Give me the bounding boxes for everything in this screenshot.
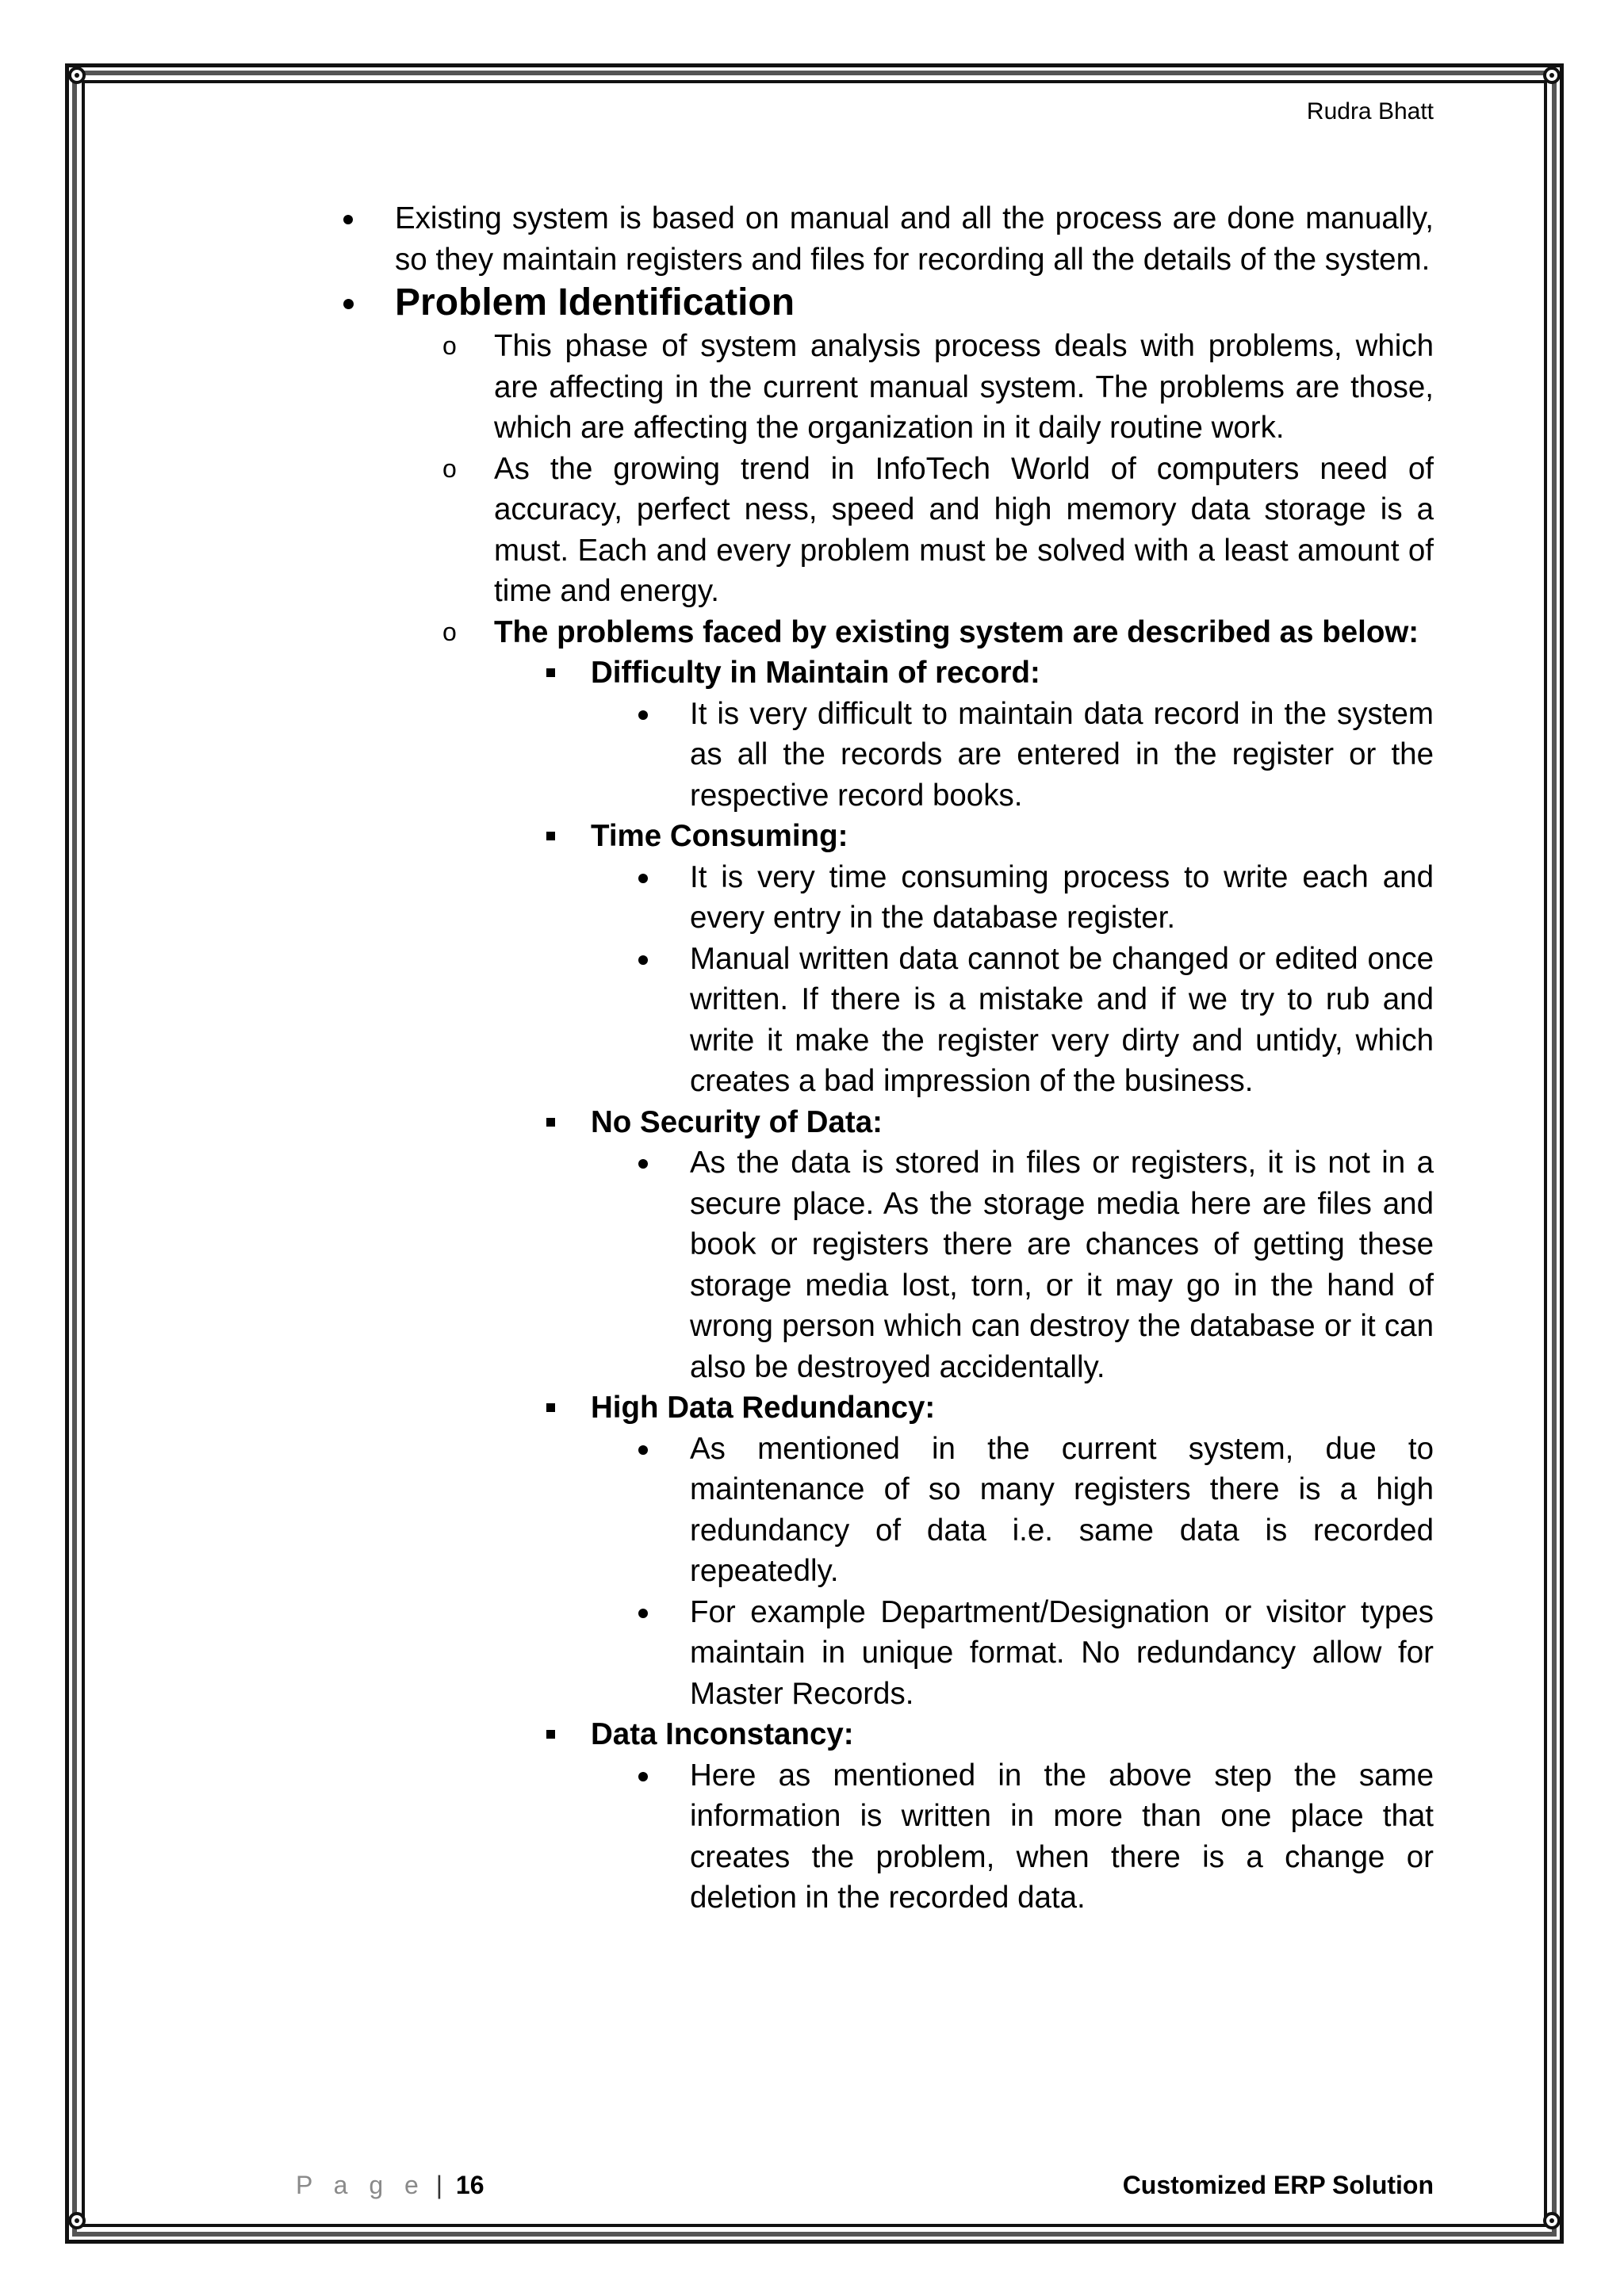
problem-detail: It is very difficult to maintain data record in the system as all the records are entered in the register or the respective record books. [190,694,1434,817]
intro-bullet [190,198,1434,280]
problem-title: Difficulty in Maintain of record: [190,652,1434,694]
problem-detail: As the data is stored in files or registers, it is not in a secure place. As the storage media here are files and book or registers there are chances of getting these storage media lost, torn, or it may go in the hand of wrong person which can destroy the database or it can also be destroyed accidentally. [190,1142,1434,1387]
bullet-icon [343,198,353,224]
bullet-icon [638,1592,648,1618]
problem-detail: For example Department/Designation or visitor types maintain in unique format. No redundancy allow for Master Records. [190,1592,1434,1715]
square-bullet-icon [546,816,555,840]
point-item [190,449,1434,612]
page-number: 16 [455,2171,485,2199]
square-bullet-icon [546,1102,555,1127]
bullet-icon [638,1142,648,1169]
bullet-icon [638,1755,648,1781]
corner-ornament-icon [68,2212,86,2229]
corner-ornament-icon [1543,67,1561,84]
problem-title: Time Consuming: [190,816,1434,857]
point-item [190,612,1434,653]
point-item [190,326,1434,449]
square-bullet-icon [546,1387,555,1412]
bullet-icon [343,280,354,309]
circle-bullet-icon: o [442,453,457,483]
header-author: Rudra Bhatt [1306,98,1434,124]
problem-detail: Manual written data cannot be changed or edited once written. If there is a mistake and if we try to rub and write it make the register very dirty and untidy, which creates a bad impression of the business. [190,939,1434,1102]
point-text: The problems faced by existing system are described as below: [494,614,1419,649]
problem-detail: Here as mentioned in the above step the same information is written in more than one place that creates the problem, when there is a change or deletion in the recorded data. [190,1755,1434,1919]
point-text: As the growing trend in InfoTech World of computers need of accuracy, perfect ness, speed and high memory data storage is a must. Each and every problem must be solved with a least amount of time and energy. [494,451,1434,608]
section-heading [190,280,1434,326]
square-bullet-icon [546,652,555,677]
intro-text: Existing system is based on manual and all the process are done manually, so they maintain registers and files for recording all the details of the system. [395,201,1434,277]
page-content [190,198,1434,1919]
problem-detail: As mentioned in the current system, due to maintenance of so many registers there is a high redundancy of data i.e. same data is recorded repeatedly. [190,1429,1434,1592]
page-separator: | [435,2171,443,2199]
bullet-icon [638,857,648,883]
problem-title: Data Inconstancy: [190,1714,1434,1755]
square-bullet-icon [546,1714,555,1739]
bullet-icon [638,1429,648,1455]
problem-title: High Data Redundancy: [190,1387,1434,1429]
corner-ornament-icon [1543,2212,1561,2229]
document-title: Customized ERP Solution [1122,2171,1434,2199]
problem-title: No Security of Data: [190,1102,1434,1143]
page-label: P a g e [296,2171,426,2199]
circle-bullet-icon: o [442,331,457,360]
bullet-icon [638,939,648,965]
section-title: Problem Identification [395,281,795,323]
corner-ornament-icon [68,67,86,84]
circle-bullet-icon: o [442,617,457,646]
bullet-icon [638,694,648,720]
point-text: This phase of system analysis process deals with problems, which are affecting in the current manual system. The problems are those, which are affecting the organization in it daily routine work. [494,329,1434,445]
page-footer [296,2171,1434,2200]
problem-detail: It is very time consuming process to write each and every entry in the database register. [190,857,1434,939]
